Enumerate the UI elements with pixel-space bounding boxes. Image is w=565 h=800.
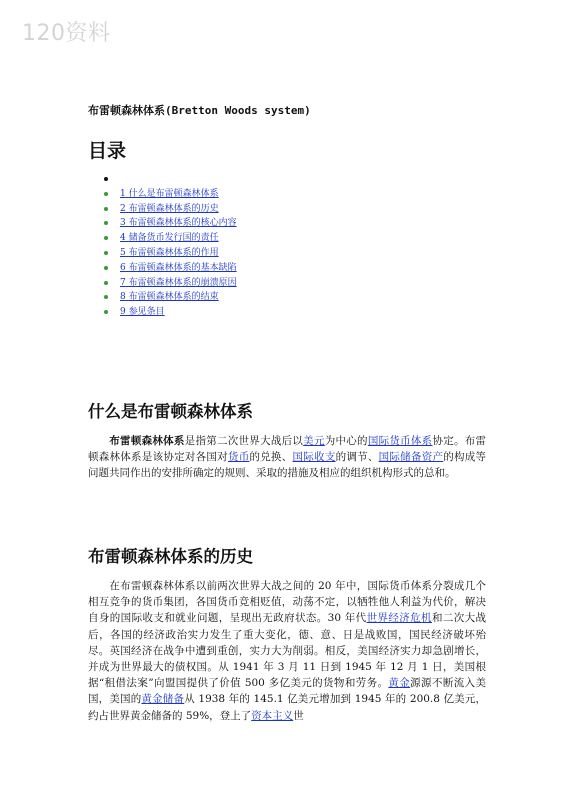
term-bold: 布雷顿森林体系 xyxy=(109,435,185,447)
toc-item-7[interactable] xyxy=(104,276,237,291)
toc-link-3[interactable]: 3 布雷顿森林体系的核心内容 xyxy=(120,218,237,229)
bullet-icon xyxy=(104,266,108,270)
bullet-icon xyxy=(104,177,108,181)
link-gold[interactable]: 黄金 xyxy=(388,677,411,690)
toc-item-9[interactable] xyxy=(104,305,237,320)
bullet-icon xyxy=(104,221,108,225)
toc-link-7[interactable]: 7 布雷顿森林体系的崩溃原因 xyxy=(120,277,237,288)
bullet-icon xyxy=(104,281,108,285)
toc-item-1[interactable] xyxy=(104,187,237,202)
bullet-icon xyxy=(104,192,108,196)
toc-item-3[interactable] xyxy=(104,216,237,231)
section-title-history: 布雷顿森林体系的历史 xyxy=(88,547,253,566)
toc-link-6[interactable]: 6 布雷顿森林体系的基本缺陷 xyxy=(120,262,237,273)
toc-link-2[interactable]: 2 布雷顿森林体系的历史 xyxy=(120,203,219,214)
toc-link-4[interactable]: 4 储备货币发行国的责任 xyxy=(120,233,219,244)
toc-item-2[interactable] xyxy=(104,202,237,217)
toc-item-5[interactable] xyxy=(104,246,237,261)
link-reserve-assets[interactable]: 国际储备资产 xyxy=(378,451,444,464)
document-title: 布雷顿森林体系(Bretton Woods system) xyxy=(88,104,311,117)
link-gold-reserves[interactable]: 黄金储备 xyxy=(141,693,185,706)
table-of-contents xyxy=(104,172,237,320)
link-economic-crisis[interactable]: 世界经济危机 xyxy=(366,612,432,625)
toc-link-9[interactable]: 9 参见条目 xyxy=(120,307,165,318)
link-capitalism[interactable]: 资本主义 xyxy=(251,709,294,722)
watermark: 120资料 xyxy=(22,21,111,46)
link-balance-of-payments[interactable]: 国际收支 xyxy=(292,451,336,464)
section-title-what: 什么是布雷顿森林体系 xyxy=(88,402,253,421)
toc-heading: 目录 xyxy=(88,140,127,162)
bullet-icon xyxy=(104,251,108,255)
paragraph-history: 在布雷顿森林体系以前两次世界大战之间的 20 年中，国际货币体系分裂成几个相互竞争的货币集团，各国货币竞相贬值，动荡不定，以牺牲他人利益为代价，解决自身的国际收支和就业问题，呈现出无政府状态。30 年代世界经济危机和二次大战后，各国的经济政治实力发生了重大变化，德、意、日是战败国，国民经济破坏殆尽。英国经济在战争中遭到重创，实力大为削弱。相反，美国经济实力却急剧增长，并成为世界最大的债权国。从 1941 年 3 月 11 日到 1945 年 12 月 1 日，美国根据“租借法案”向盟国提供了价值 500 多亿美元的货物和劳务。黄金源源不断流入美国，美国的黄金储备从 1938 年的 145.1 亿美元增加到 1945 年的 200.8 亿美元，约占世界黄金储备的 59%，登上了资本主义世 xyxy=(88,580,487,722)
bullet-icon xyxy=(104,295,108,299)
bullet-icon xyxy=(104,310,108,314)
link-currency[interactable]: 货币 xyxy=(227,451,250,464)
paragraph-what: 布雷顿森林体系是指第二次世界大战后以美元为中心的国际货币体系协定。布雷顿森林体系是该协定对各国对货币的兑换、国际收支的调节、国际储备资产的构成等问题共同作出的安排所确定的规则、采取的措施及相应的组织机构形式的总和。 xyxy=(88,435,487,480)
toc-item-8[interactable] xyxy=(104,290,237,305)
bullet-icon xyxy=(104,236,108,240)
bullet-icon xyxy=(104,207,108,211)
link-intl-monetary-system[interactable]: 国际货币体系 xyxy=(367,435,433,447)
toc-item-4[interactable] xyxy=(104,231,237,246)
toc-link-5[interactable]: 5 布雷顿森林体系的作用 xyxy=(120,247,219,258)
toc-empty-item xyxy=(104,172,237,187)
link-usd[interactable]: 美元 xyxy=(303,435,325,447)
toc-item-6[interactable] xyxy=(104,261,237,276)
toc-link-1[interactable]: 1 什么是布雷顿森林体系 xyxy=(120,188,219,199)
toc-link-8[interactable]: 8 布雷顿森林体系的结束 xyxy=(120,292,219,303)
